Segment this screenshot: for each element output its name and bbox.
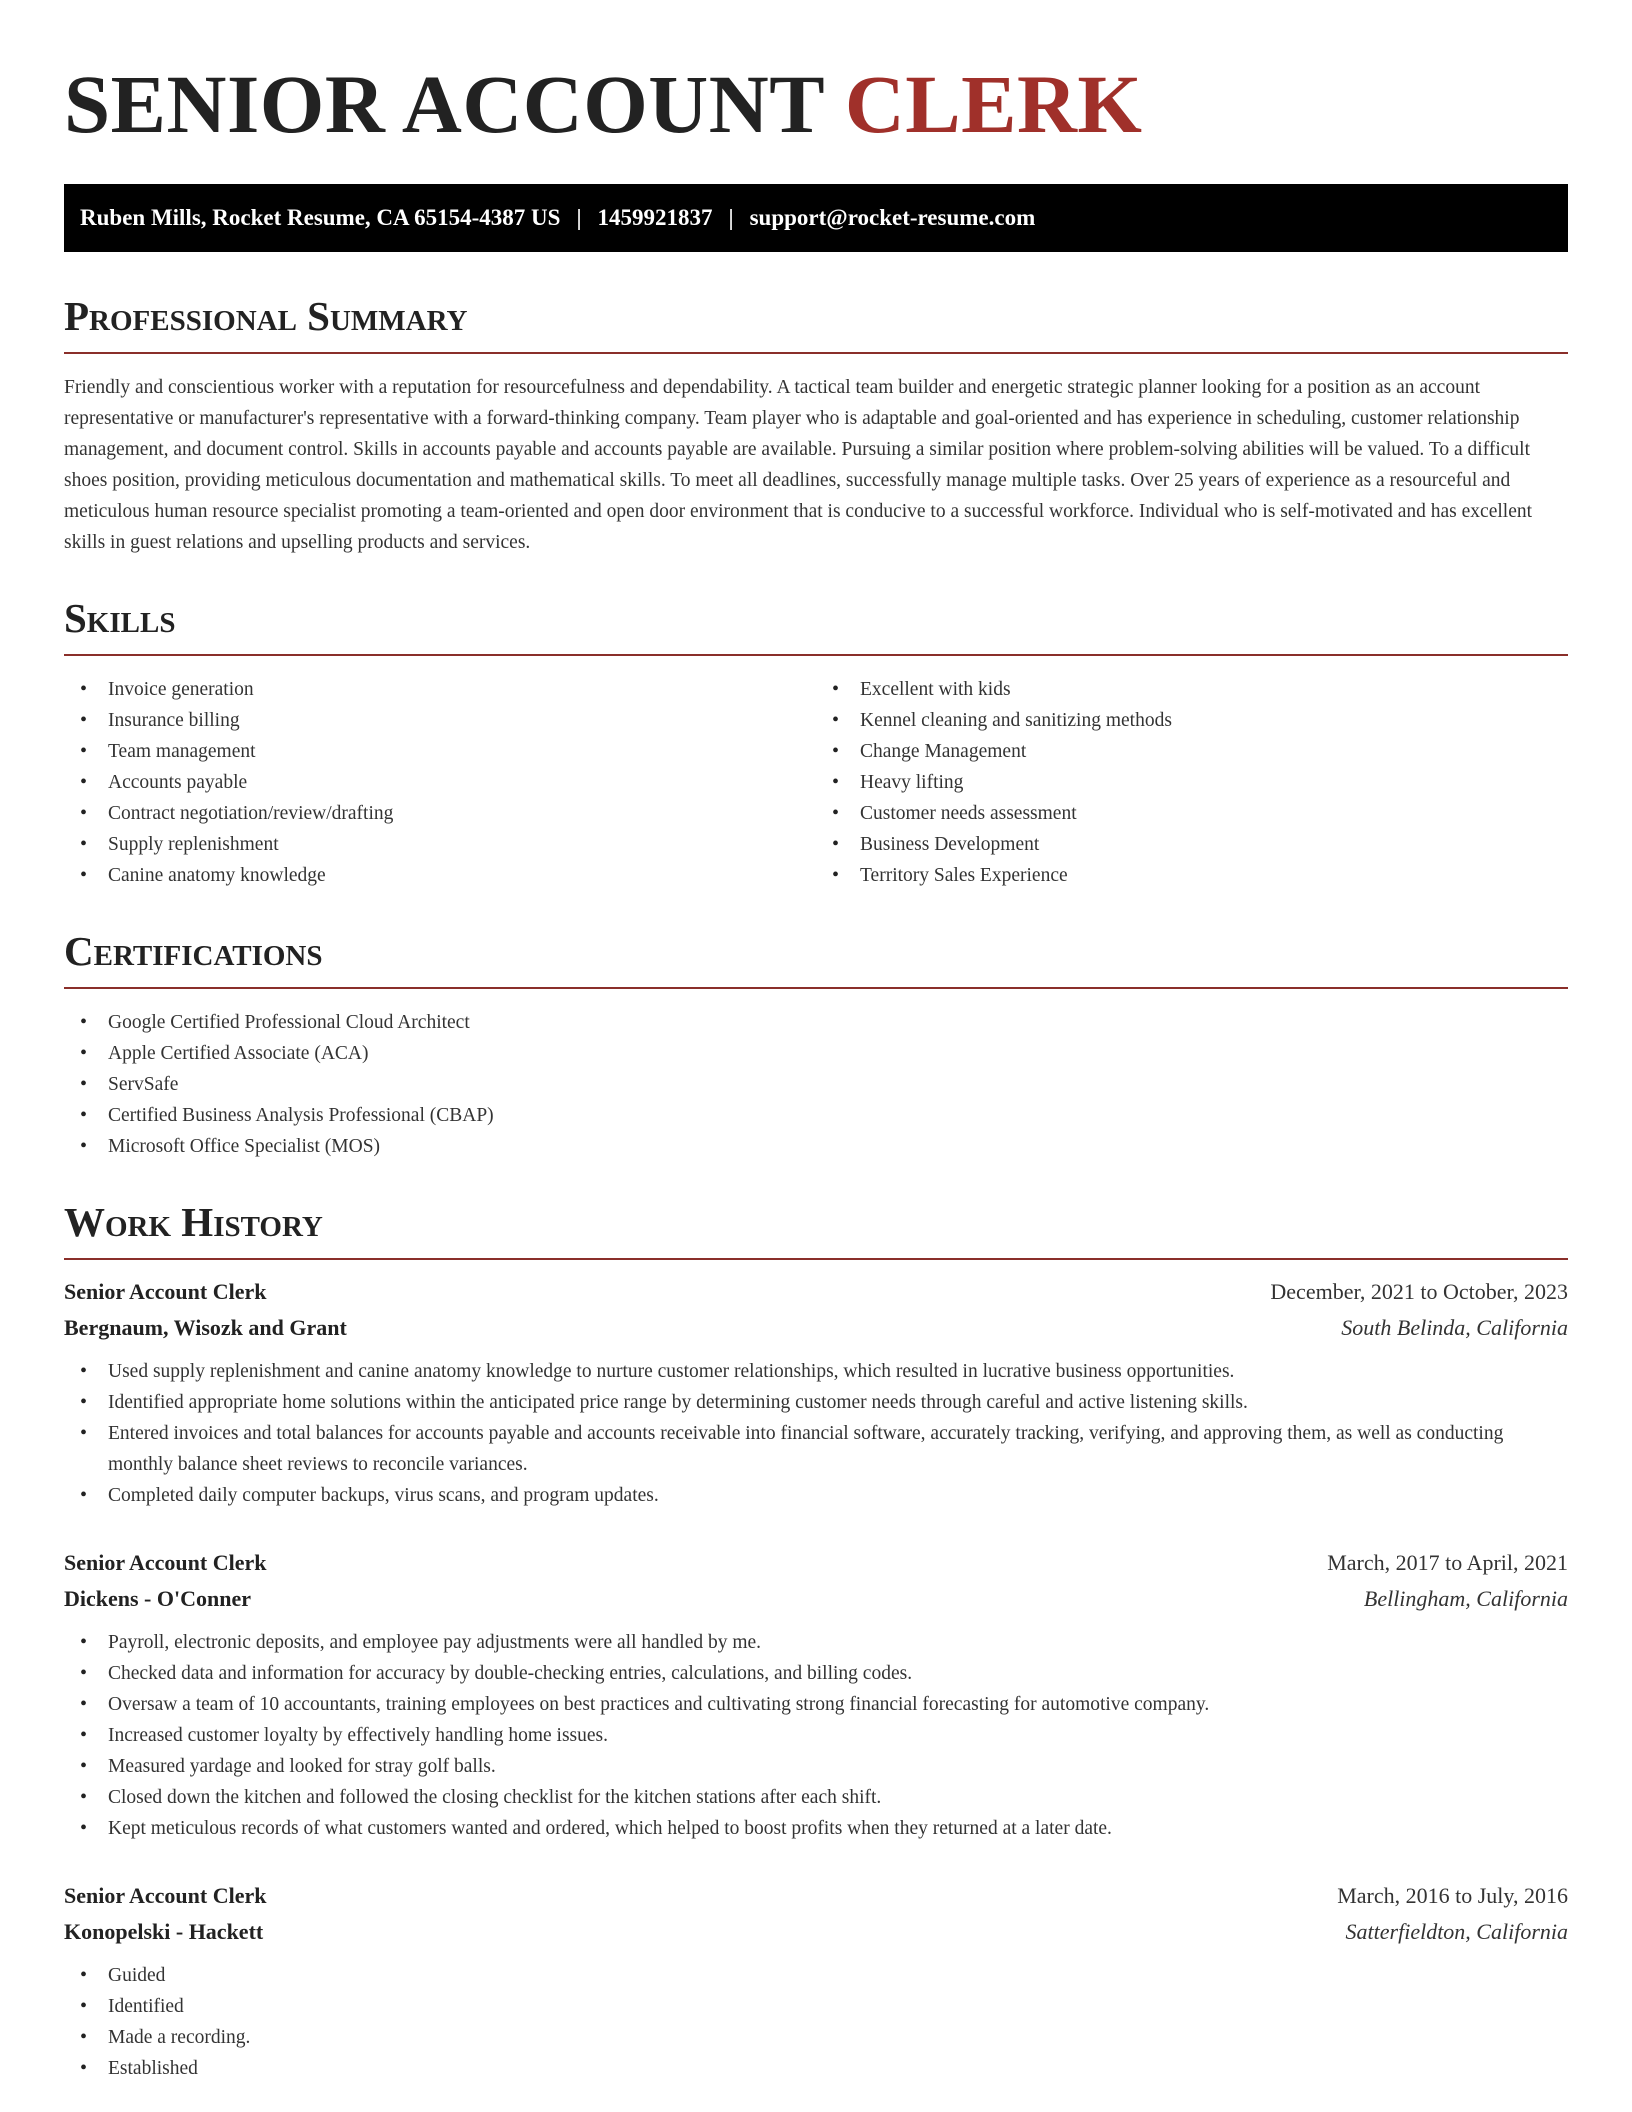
skills-section <box>64 594 1568 891</box>
job-dates: March, 2016 to July, 2016 <box>1337 1883 1568 1908</box>
work-history-section <box>64 1198 1568 2084</box>
section-heading-work-history: Work History <box>64 1198 1568 1260</box>
job-bullet: • Closed down the kitchen and followed the closing checklist for the kitchen stations after each shift. <box>64 1782 1568 1813</box>
skill-item: • Supply replenishment <box>64 829 816 860</box>
job-bullet: • Made a recording. <box>64 2022 1568 2053</box>
job-bullet: • Guided <box>64 1960 1568 1991</box>
job-bullet: • Used supply replenishment and canine anatomy knowledge to nurture customer relationships, which resulted in lucrative business opportunities. <box>64 1356 1568 1387</box>
certifications-list <box>64 1007 1568 1162</box>
certification-item: • Microsoft Office Specialist (MOS) <box>64 1131 1568 1162</box>
job-dates: December, 2021 to October, 2023 <box>1270 1279 1568 1304</box>
job-bullet: • Measured yardage and looked for stray golf balls. <box>64 1751 1568 1782</box>
job-company: Bergnaum, Wisozk and Grant <box>64 1315 347 1340</box>
job-bullet: • Completed daily computer backups, virus scans, and program updates. <box>64 1480 1568 1511</box>
section-heading-certifications: Certifications <box>64 927 1568 989</box>
job-bullet: • Identified <box>64 1991 1568 2022</box>
title-accent: CLERK <box>844 58 1143 150</box>
skill-item: • Heavy lifting <box>816 767 1568 798</box>
skill-item: • Customer needs assessment <box>816 798 1568 829</box>
contact-separator: | <box>728 205 734 230</box>
skill-item: • Business Development <box>816 829 1568 860</box>
job-title: Senior Account Clerk <box>64 1279 267 1304</box>
job-dates: March, 2017 to April, 2021 <box>1327 1550 1568 1575</box>
job-company-row <box>64 1310 1568 1346</box>
contact-bar <box>64 184 1568 252</box>
certification-item: • Apple Certified Associate (ACA) <box>64 1038 1568 1069</box>
job-title: Senior Account Clerk <box>64 1883 267 1908</box>
job-company: Konopelski - Hackett <box>64 1919 264 1944</box>
job-header-row <box>64 1545 1568 1581</box>
section-heading-summary: Professional Summary <box>64 292 1568 354</box>
job-bullet: • Kept meticulous records of what customers wanted and ordered, which helped to boost profits when they returned at a later date. <box>64 1813 1568 1844</box>
certification-item: • ServSafe <box>64 1069 1568 1100</box>
skill-item: • Change Management <box>816 736 1568 767</box>
job-entry <box>64 1878 1568 2084</box>
job-bullet: • Identified appropriate home solutions within the anticipated price range by determining customer needs through careful and active listening skills. <box>64 1387 1568 1418</box>
job-bullet: • Checked data and information for accuracy by double-checking entries, calculations, and billing codes. <box>64 1658 1568 1689</box>
section-heading-skills: Skills <box>64 594 1568 656</box>
summary-section <box>64 292 1568 558</box>
job-bullet: • Payroll, electronic deposits, and employee pay adjustments were all handled by me. <box>64 1627 1568 1658</box>
skill-item: • Territory Sales Experience <box>816 860 1568 891</box>
certification-item: • Google Certified Professional Cloud Architect <box>64 1007 1568 1038</box>
job-bullet: • Increased customer loyalty by effectively handling home issues. <box>64 1720 1568 1751</box>
job-company-row <box>64 1581 1568 1617</box>
skills-grid <box>64 656 1568 891</box>
job-bullets <box>64 1960 1568 2084</box>
skill-item: • Insurance billing <box>64 705 816 736</box>
job-entry <box>64 1545 1568 1844</box>
job-location: Bellingham, California <box>1363 1586 1568 1611</box>
job-company: Dickens - O'Conner <box>64 1586 251 1611</box>
job-header-row <box>64 1274 1568 1310</box>
contact-separator: | <box>576 205 582 230</box>
job-bullets <box>64 1627 1568 1844</box>
job-title: Senior Account Clerk <box>64 1550 267 1575</box>
resume-title <box>64 58 1568 150</box>
skill-item: • Invoice generation <box>64 674 816 705</box>
job-company-row <box>64 1914 1568 1950</box>
job-location: Satterfieldton, California <box>1345 1919 1568 1944</box>
skill-item: • Kennel cleaning and sanitizing methods <box>816 705 1568 736</box>
skill-item: • Excellent with kids <box>816 674 1568 705</box>
contact-email[interactable]: support@rocket-resume.com <box>749 205 1036 230</box>
job-bullet: • Established <box>64 2053 1568 2084</box>
certifications-section <box>64 927 1568 1162</box>
job-bullet: • Oversaw a team of 10 accountants, training employees on best practices and cultivating strong financial forecasting for automotive company. <box>64 1689 1568 1720</box>
title-main: SENIOR ACCOUNT <box>64 58 824 150</box>
job-location: South Belinda, California <box>1341 1315 1568 1340</box>
skills-list-left <box>64 674 816 891</box>
skill-item: • Team management <box>64 736 816 767</box>
job-bullet: • Entered invoices and total balances for accounts payable and accounts receivable into financial software, accurately tracking, verifying, and approving them, as well as conducting monthly balance sheet reviews to reconcile variances. <box>64 1418 1568 1480</box>
contact-address: Ruben Mills, Rocket Resume, CA 65154-4387 US <box>80 205 561 230</box>
skill-item: • Contract negotiation/review/drafting <box>64 798 816 829</box>
skills-list-right <box>816 674 1568 891</box>
summary-text: Friendly and conscientious worker with a reputation for resourcefulness and dependability. A tactical team builder and energetic strategic planner looking for a position as an account representative or manufacturer's representative with a forward-thinking company. Team player who is adaptable and goal-oriented and has experience in scheduling, customer relationship management, and document control. Skills in accounts payable and accounts payable are available. Pursuing a similar position where problem-solving abilities will be valued. To a difficult shoes position, providing meticulous documentation and mathematical skills. To meet all deadlines, successfully manage multiple tasks. Over 25 years of experience as a resourceful and meticulous human resource specialist promoting a team-oriented and open door environment that is conducive to a successful workforce. Individual who is self-motivated and has excellent skills in guest relations and upselling products and services. <box>64 377 1533 553</box>
job-header-row <box>64 1878 1568 1914</box>
skill-item: • Accounts payable <box>64 767 816 798</box>
certification-item: • Certified Business Analysis Professional (CBAP) <box>64 1100 1568 1131</box>
contact-phone[interactable]: 1459921837 <box>597 205 713 230</box>
job-entry <box>64 1274 1568 1511</box>
skill-item: • Canine anatomy knowledge <box>64 860 816 891</box>
job-bullets <box>64 1356 1568 1511</box>
